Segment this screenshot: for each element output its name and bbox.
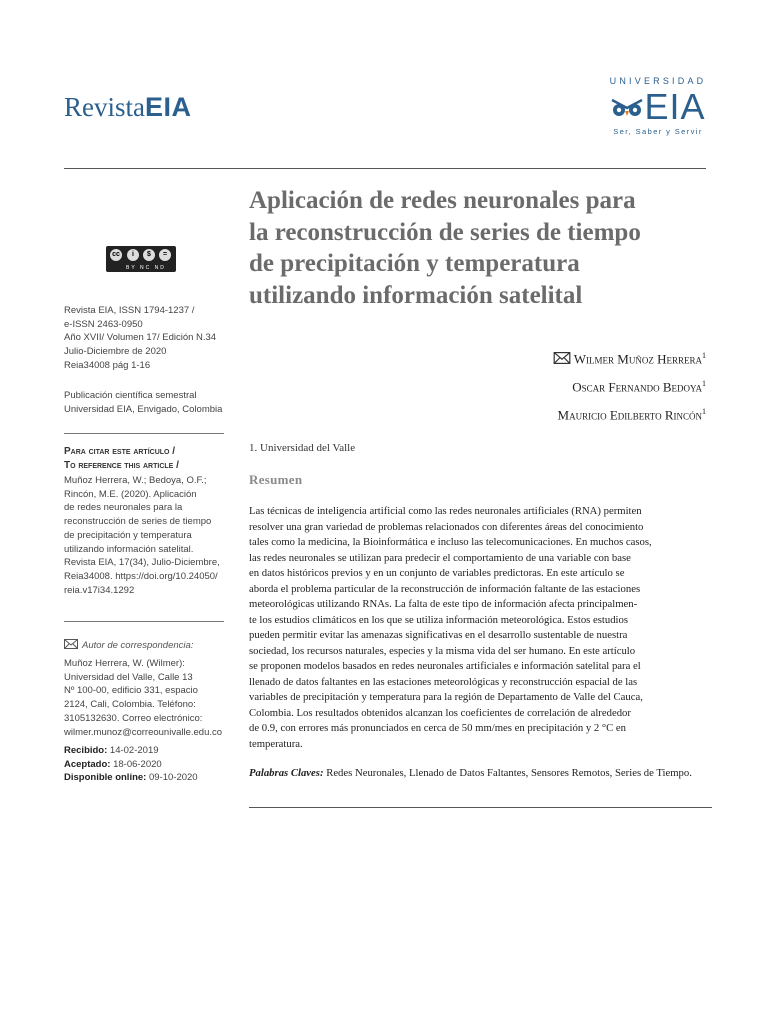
left-divider — [64, 433, 224, 434]
online-value: 09-10-2020 — [148, 772, 198, 784]
abstract-divider — [249, 807, 712, 808]
author-name: Wilmer Muñoz Herrera — [573, 351, 702, 367]
abstract-line: de 0.9, con errores más pronunciados en cerca de 50 mm/mes en precipitación y 2 °C en — [249, 722, 627, 734]
abstract-line: las redes neuronales se utilizan para predecir el comportamiento de una variable con base — [249, 551, 631, 564]
online-date — [64, 771, 239, 785]
citation-line: reia.v17i34.1292 — [64, 584, 135, 596]
university-mark — [602, 86, 714, 127]
author-list — [553, 344, 706, 427]
article-dates — [64, 744, 239, 785]
citation-heading — [64, 445, 239, 472]
journal-info-line: Año XVII/ Volumen 17/ Edición N.34 — [64, 332, 217, 344]
abstract-line: Colombia. Los resultados obtenidos alcanzan los coeficientes de correlación de alrededor — [249, 706, 631, 719]
accepted-value: 18-06-2020 — [113, 758, 162, 770]
author-affiliation-mark: 1 — [702, 406, 706, 416]
correspondence-line: Muñoz Herrera, W. (Wilmer): — [64, 658, 185, 669]
abstract-heading: Resumen — [249, 472, 303, 487]
abstract-line: te los estudios climáticos en los que se utiliza información meteorológica. Estos estudios — [249, 613, 629, 626]
publication-line: Universidad EIA, Envigado, Colombia — [64, 403, 223, 415]
nc-icon: $ — [142, 248, 156, 262]
abstract-line: Las técnicas de inteligencia artificial como las redes neuronales artificiales (RNA) permiten — [249, 505, 642, 517]
journal-info-line: Revista EIA, ISSN 1794-1237 / — [64, 305, 195, 316]
author-affiliation-mark: 1 — [702, 351, 706, 360]
nd-icon: = — [158, 248, 172, 262]
author — [553, 344, 706, 372]
abstract-line: resolver una gran variedad de problemas relacionados con diferentes áreas del conocimiento — [249, 520, 644, 533]
citation-line: de precipitación y temperatura — [64, 529, 192, 541]
received-label: Recibido: — [64, 745, 108, 756]
correspondence-line: 2124, Cali, Colombia. Teléfono: — [64, 699, 196, 711]
title-line: utilizando información satelital — [249, 281, 583, 309]
author-affiliation-mark: 1 — [702, 378, 706, 388]
accepted-date — [64, 758, 239, 772]
abstract-line: llenado de datos faltantes en las estaciones meteorológicas y reconstrucción espacial de las — [249, 675, 638, 688]
license-tags: BY NC ND — [126, 265, 166, 271]
correspondence-heading — [64, 635, 239, 653]
university-top-text: UNIVERSIDAD — [609, 76, 707, 86]
title-line: de precipitación y temperatura — [249, 250, 580, 277]
received-value: 14-02-2019 — [109, 745, 159, 756]
affiliation: 1. Universidad del Valle — [249, 442, 356, 454]
citation-line: Muñoz Herrera, W.; Bedoya, O.F.; — [64, 475, 207, 486]
citation-heading-line: Para citar este artículo / — [64, 446, 176, 457]
abstract-line: se proponen modelos basados en redes neuronales artificiales e información satelital para el — [249, 660, 641, 672]
left-divider — [64, 621, 224, 622]
abstract-line: sociedad, los recursos naturales, especies y la misma vida del ser humano. En este artículo — [249, 644, 636, 657]
correspondence-text — [64, 657, 242, 739]
publication-line: Publicación científica semestral — [64, 390, 197, 401]
title-line: Aplicación de redes neuronales para — [249, 187, 636, 214]
envelope-icon — [64, 639, 78, 649]
author — [553, 400, 706, 428]
journal-info-line: Reia34008 pág 1-16 — [64, 359, 151, 371]
abstract-line: pueden permitir evitar las amenazas significativas en el desarrollo sustentable de nuestra — [249, 629, 628, 641]
online-label: Disponible online: — [64, 772, 147, 784]
citation-heading-line: To reference this article / — [64, 459, 179, 471]
abstract-line: tales como la medicina, la Bioinformática e incluso las telecomunicaciones. En muchos casos, — [249, 536, 652, 548]
journal-info — [64, 304, 239, 373]
author-name: Mauricio Edilberto Rincón — [557, 406, 702, 422]
journal-brand — [64, 92, 192, 123]
author-name: Oscar Fernando Bedoya — [572, 379, 702, 395]
abstract-line: en datos históricos previos y en un conjunto de variables predictoras. En este artículo se — [249, 567, 625, 579]
brand-prefix: Revista — [64, 92, 145, 122]
keywords — [249, 766, 714, 782]
article-title — [249, 185, 709, 311]
title-line: la reconstrucción de series de tiempo — [249, 218, 641, 246]
keywords-list: Redes Neuronales, Llenado de Datos Faltantes, Sensores Remotos, Series de Tiempo. — [326, 767, 692, 779]
publication-info — [64, 389, 239, 416]
accepted-label: Aceptado: — [64, 758, 111, 770]
citation-line: Revista EIA, 17(34), Julio-Diciembre, — [64, 557, 220, 569]
citation-text — [64, 474, 239, 597]
creative-commons-badge — [106, 246, 176, 272]
university-logo — [602, 76, 714, 136]
correspondence-line: 3105132630. Correo electrónico: — [64, 712, 203, 724]
brand-suffix: EIA — [145, 92, 192, 122]
abstract-line: aborda el problema particular de la reconstrucción de información faltante de las estaciones — [249, 582, 641, 595]
envelope-icon[interactable] — [553, 352, 571, 364]
correspondence-line: Nº 100-00, edificio 331, espacio — [64, 685, 198, 697]
correspondence-email[interactable]: wilmer.munoz@correounivalle.edu.co — [64, 726, 223, 738]
cc-icon: cc — [109, 248, 123, 262]
citation-line: Reia34008. https://doi.org/10.24050/ — [64, 570, 218, 582]
correspondence-heading-text: Autor de correspondencia: — [82, 640, 194, 651]
abstract-text — [249, 504, 714, 752]
journal-info-line: Julio-Diciembre de 2020 — [64, 346, 167, 358]
citation-line: reconstrucción de series de tiempo — [64, 516, 212, 528]
owl-icon — [610, 94, 644, 120]
correspondence-line: Universidad del Valle, Calle 13 — [64, 671, 193, 683]
header-divider — [64, 168, 706, 169]
citation-line: Rincón, M.E. (2020). Aplicación — [64, 488, 197, 500]
abstract-line: temperatura. — [249, 737, 303, 750]
by-icon: i — [126, 248, 140, 262]
author — [553, 372, 706, 400]
citation-line: de redes neuronales para la — [64, 502, 183, 514]
citation-line: utilizando información satelital. — [64, 543, 194, 555]
university-mark-text: EIA — [644, 86, 706, 127]
abstract-line: variables de precipitación y temperatura para la región de Departamento de Valle del Cauca, — [249, 691, 643, 703]
received-date — [64, 744, 239, 758]
journal-info-line: e-ISSN 2463-0950 — [64, 318, 143, 330]
keywords-label: Palabras Claves: — [249, 767, 324, 779]
university-motto: Ser, Saber y Servir — [613, 127, 703, 136]
abstract-line: meteorológicas utilizando RNAs. La falta de este tipo de información afecta principalmen- — [249, 598, 638, 610]
